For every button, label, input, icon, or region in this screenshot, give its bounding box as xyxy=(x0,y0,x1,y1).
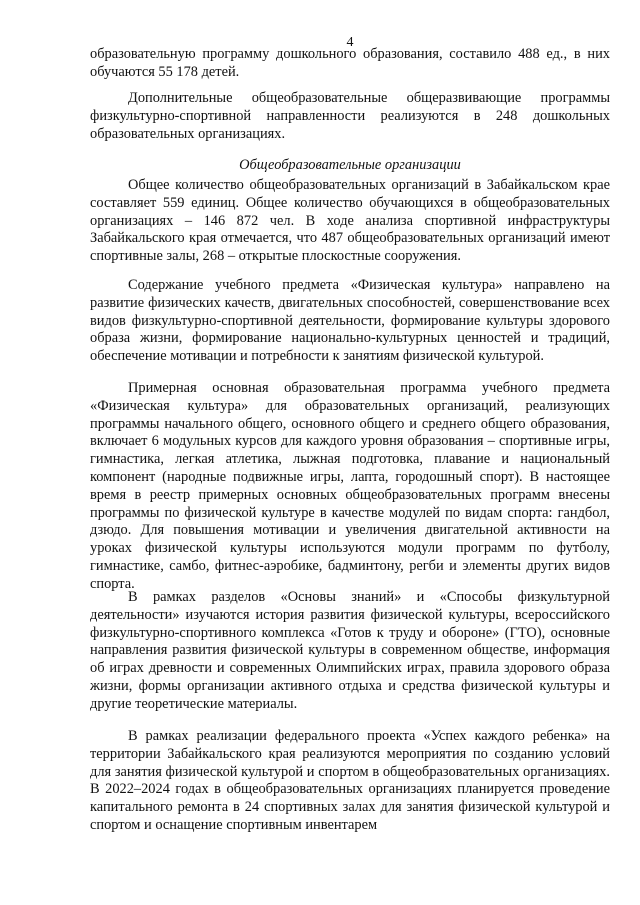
paragraph-schools-count: Общее количество общеобразовательных организаций в Забайкальском крае составляет 559 единиц. Общее количество обучающихся в общеобразовательных организациях – 146 872 чел. В ходе анализа спортивной инфраструктуры Забайкальского края отмечается, что 487 общеобразовательных организаций имеют спортивные залы, 268 – открытые плоскостные сооружения. xyxy=(90,177,610,265)
paragraph-exemplary-program: Примерная основная образовательная программа учебного предмета «Физическая культура» для образовательных организаций, реализующих программы начального общего, основного общего и среднего общего образования, включает 6 модульных курсов для каждого уровня образования – спортивные игры, гимнастика, легкая атлетика, лыжная подготовка, плавание и национальный компонент (народные подвижные игры, лапта, городошный спорт). В настоящее время в реестр примерных основных общеобразовательных программ внесены программы по физической культуре в качестве модулей по видам спорта: гандбол, дзюдо. Для повышения мотивации и увеличения двигательной активности на уроках физической культуры используются модули программ по футболу, гимнастике, самбо, фитнес-аэробике, бадминтону, регби и элементы других видов спорта. xyxy=(90,380,610,592)
paragraph-additional-programs: Дополнительные общеобразовательные общеразвивающие программы физкультурно-спортивной направленности реализуются в 248 дошкольных образовательных организациях. xyxy=(90,90,610,142)
paragraph-continuation: образовательную программу дошкольного образования, составило 488 ед., в них обучаются 55 178 детей. xyxy=(90,46,610,80)
paragraph-knowledge-sections: В рамках разделов «Основы знаний» и «Способы физкультурной деятельности» изучаются история развития физической культуры, всероссийского физкультурно-спортивного комплекса «Готов к труду и обороне» (ГТО), основные направления развития физической культуры в современном обществе, информация об играх древности и современных Олимпийских играх, правила здорового образа жизни, формы организации активного отдыха и средства физической культуры и другие теоретические материалы. xyxy=(90,589,610,712)
page-number: 4 xyxy=(346,35,354,50)
paragraph-federal-project: В рамках реализации федерального проекта «Успех каждого ребенка» на территории Забайкальского края реализуются мероприятия по созданию условий для занятия физической культурой и спортом в общеобразовательных организациях. В 2022–2024 годах в общеобразовательных организациях планируется проведение капитального ремонта в 24 спортивных залах для занятия физической культурой и спортом и оснащение спортивным инвентарем xyxy=(90,728,610,833)
section-heading: Общеобразовательные организации xyxy=(239,157,461,173)
paragraph-subject-content: Содержание учебного предмета «Физическая культура» направлено на развитие физических качеств, двигательных способностей, совершенствование всех видов физкультурно-спортивной деятельности, формирование культуры здорового образа жизни, формирование национально-культурных ценностей и традиций, обеспечение мотивации и потребности к занятиям физической культурой. xyxy=(90,277,610,365)
